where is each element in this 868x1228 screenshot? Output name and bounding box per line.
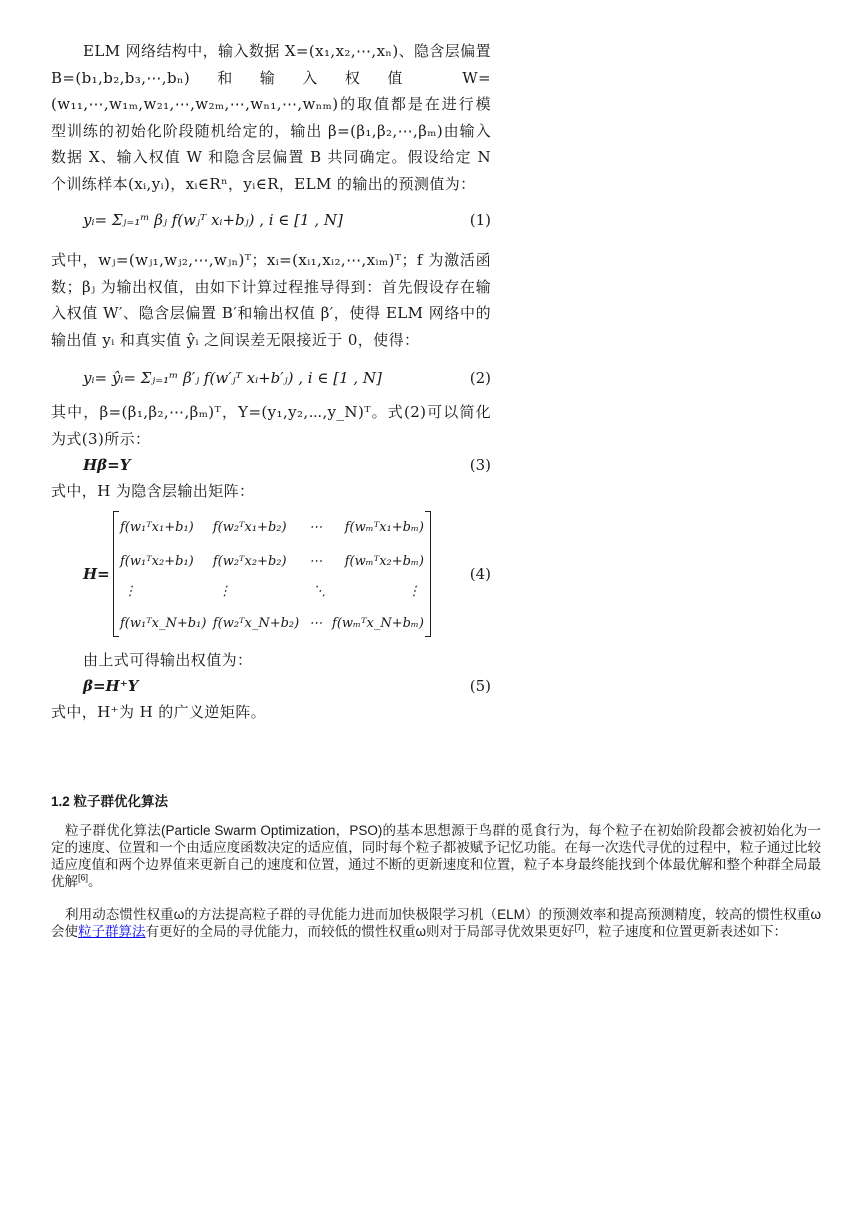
equation-2-number: (2) (469, 369, 491, 387)
equation-4-lhs: H= (83, 564, 110, 583)
matrix-cell: f(w₂ᵀx₂+b₂) (212, 553, 287, 569)
matrix-cell: f(w₂ᵀx_N+b₂) (212, 615, 300, 631)
matrix-cell: ⋮ (123, 583, 137, 599)
matrix-cell: f(wₘᵀx_N+bₘ) (332, 615, 424, 631)
matrix-cell: f(w₁ᵀx_N+b₁) (120, 615, 207, 631)
paragraph-elm-structure: ELM 网络结构中，输入数据 X=(x₁,x₂,⋯,xₙ)、隐含层偏置 B=(b₁,b₂,b₃,⋯,bₙ)和输入权值 W=(w₁₁,⋯,w₁ₘ,w₂₁,⋯,w₂ₘ,⋯,wₙ₁,⋯,wₙₘ)的取值都是在进行模型训练的初始化阶段随机给定的，输出 β=(β₁,β₂,⋯,βₘ)由输入数据 X、输入权值 W 和隐含层偏置 B 共同确定。假设给定 N 个训练样本(xᵢ,yᵢ)，xᵢ∈Rⁿ，yᵢ∈R，ELM 的输出的预测值为： (51, 42, 491, 193)
equation-3-expr: Hβ=Y (83, 456, 131, 474)
paragraph-pso-intro (51, 822, 821, 890)
equation-5-number: (5) (469, 677, 491, 695)
equation-2 (51, 353, 491, 399)
matrix-row (120, 611, 424, 638)
hidden-output-matrix (113, 511, 431, 637)
equation-4 (51, 511, 491, 641)
matrix-row (120, 549, 424, 576)
matrix-cell: ⋯ (309, 553, 323, 569)
equation-1-number: (1) (469, 211, 491, 229)
equation-1-expr: yᵢ= Σⱼ₌₁ᵐ βⱼ f(wⱼᵀ xᵢ+bⱼ) , i ∈ [1 , N] (83, 211, 343, 229)
equation-4-number: (4) (469, 564, 491, 583)
paragraph-pseudoinverse: 式中，H⁺为 H 的广义逆矩阵。 (51, 703, 267, 721)
pso-intro-end: 。 (88, 874, 102, 889)
paragraph-inertia-weight (51, 906, 821, 940)
section-heading: 1.2 粒子群优化算法 (51, 794, 169, 809)
equation-3 (51, 452, 491, 478)
inertia-text-a: 利用动态惯性权重ω的方法提高粒子群的寻优能力进而加快极限学习机（ELM）的预测效率和提高预测精度，较高的惯性权重ω会使 (51, 907, 821, 939)
inertia-text-b: 有更好的全局的寻优能力，而较低的惯性权重ω则对于局部寻优效果更好 (145, 924, 575, 939)
equation-2-expr: yᵢ= ŷᵢ= Σⱼ₌₁ᵐ β′ⱼ f(w′ⱼᵀ xᵢ+b′ⱼ) , i ∈ [1 , N] (83, 369, 382, 387)
equation-3-number: (3) (469, 456, 491, 474)
matrix-cell: f(w₁ᵀx₂+b₁) (120, 553, 194, 569)
citation-7[interactable]: [7] (574, 922, 585, 933)
equation-1 (51, 197, 491, 241)
matrix-cell: ⋱ (312, 583, 326, 599)
matrix-cell: ⋮ (407, 583, 421, 599)
scanned-text-block (51, 38, 491, 726)
matrix-cell: ⋮ (218, 583, 232, 599)
matrix-cell: ⋯ (309, 615, 323, 631)
matrix-cell: f(w₁ᵀx₁+b₁) (120, 519, 194, 535)
matrix-cell: f(wₘᵀx₂+bₘ) (344, 553, 424, 569)
pso-algorithm-link[interactable]: 粒子群算法 (78, 924, 146, 939)
paragraph-simplify: 其中，β=(β₁,β₂,⋯,βₘ)ᵀ，Y=(y₁,y₂,⋯,y_N)ᵀ。式(2)可以简化为式(3)所示： (51, 403, 491, 448)
pso-intro-text: 粒子群优化算法(Particle Swarm Optimization，PSO)的基本思想源于鸟群的觅食行为，每个粒子在初始阶段都会被初始化为一定的速度、位置和一个由适应度函数决定的适应值，同时每个粒子都被赋予记忆功能。在每一次迭代寻优的过程中，粒子通过比较适应度值和两个边界值来更新自己的速度和位置，通过不断的更新速度和位置，粒子本身最终能找到个体最优解和整个种群全局最优解 (51, 823, 821, 889)
paragraph-weights-derivation: 式中，wⱼ=(wⱼ₁,wⱼ₂,⋯,wⱼₙ)ᵀ；xᵢ=(xᵢ₁,xᵢ₂,⋯,xᵢₘ)ᵀ；f 为激活函数；βⱼ 为输出权值，由如下计算过程推导得到：首先假设存在输入权值 W′、隐含层偏置 B′和输出权值 β′，使得 ELM 网络中的输出值 yᵢ 和真实值 ŷᵢ 之间误差无限接近于 0，使得： (51, 251, 491, 349)
matrix-cell: ⋯ (309, 519, 323, 535)
inertia-text-c: ，粒子速度和位置更新表述如下： (584, 924, 788, 939)
matrix-cell: f(w₂ᵀx₁+b₂) (212, 519, 287, 535)
matrix-row (120, 515, 424, 542)
equation-5-expr: β=H⁺Y (83, 677, 139, 695)
matrix-row (120, 579, 424, 606)
equation-5 (51, 673, 491, 699)
paragraph-output-weight: 由上式可得输出权值为： (83, 650, 253, 669)
paragraph-hidden-matrix: 式中，H 为隐含层输出矩阵： (51, 482, 255, 500)
matrix-cell: f(wₘᵀx₁+bₘ) (344, 519, 424, 535)
citation-6[interactable]: [6] (78, 872, 89, 883)
